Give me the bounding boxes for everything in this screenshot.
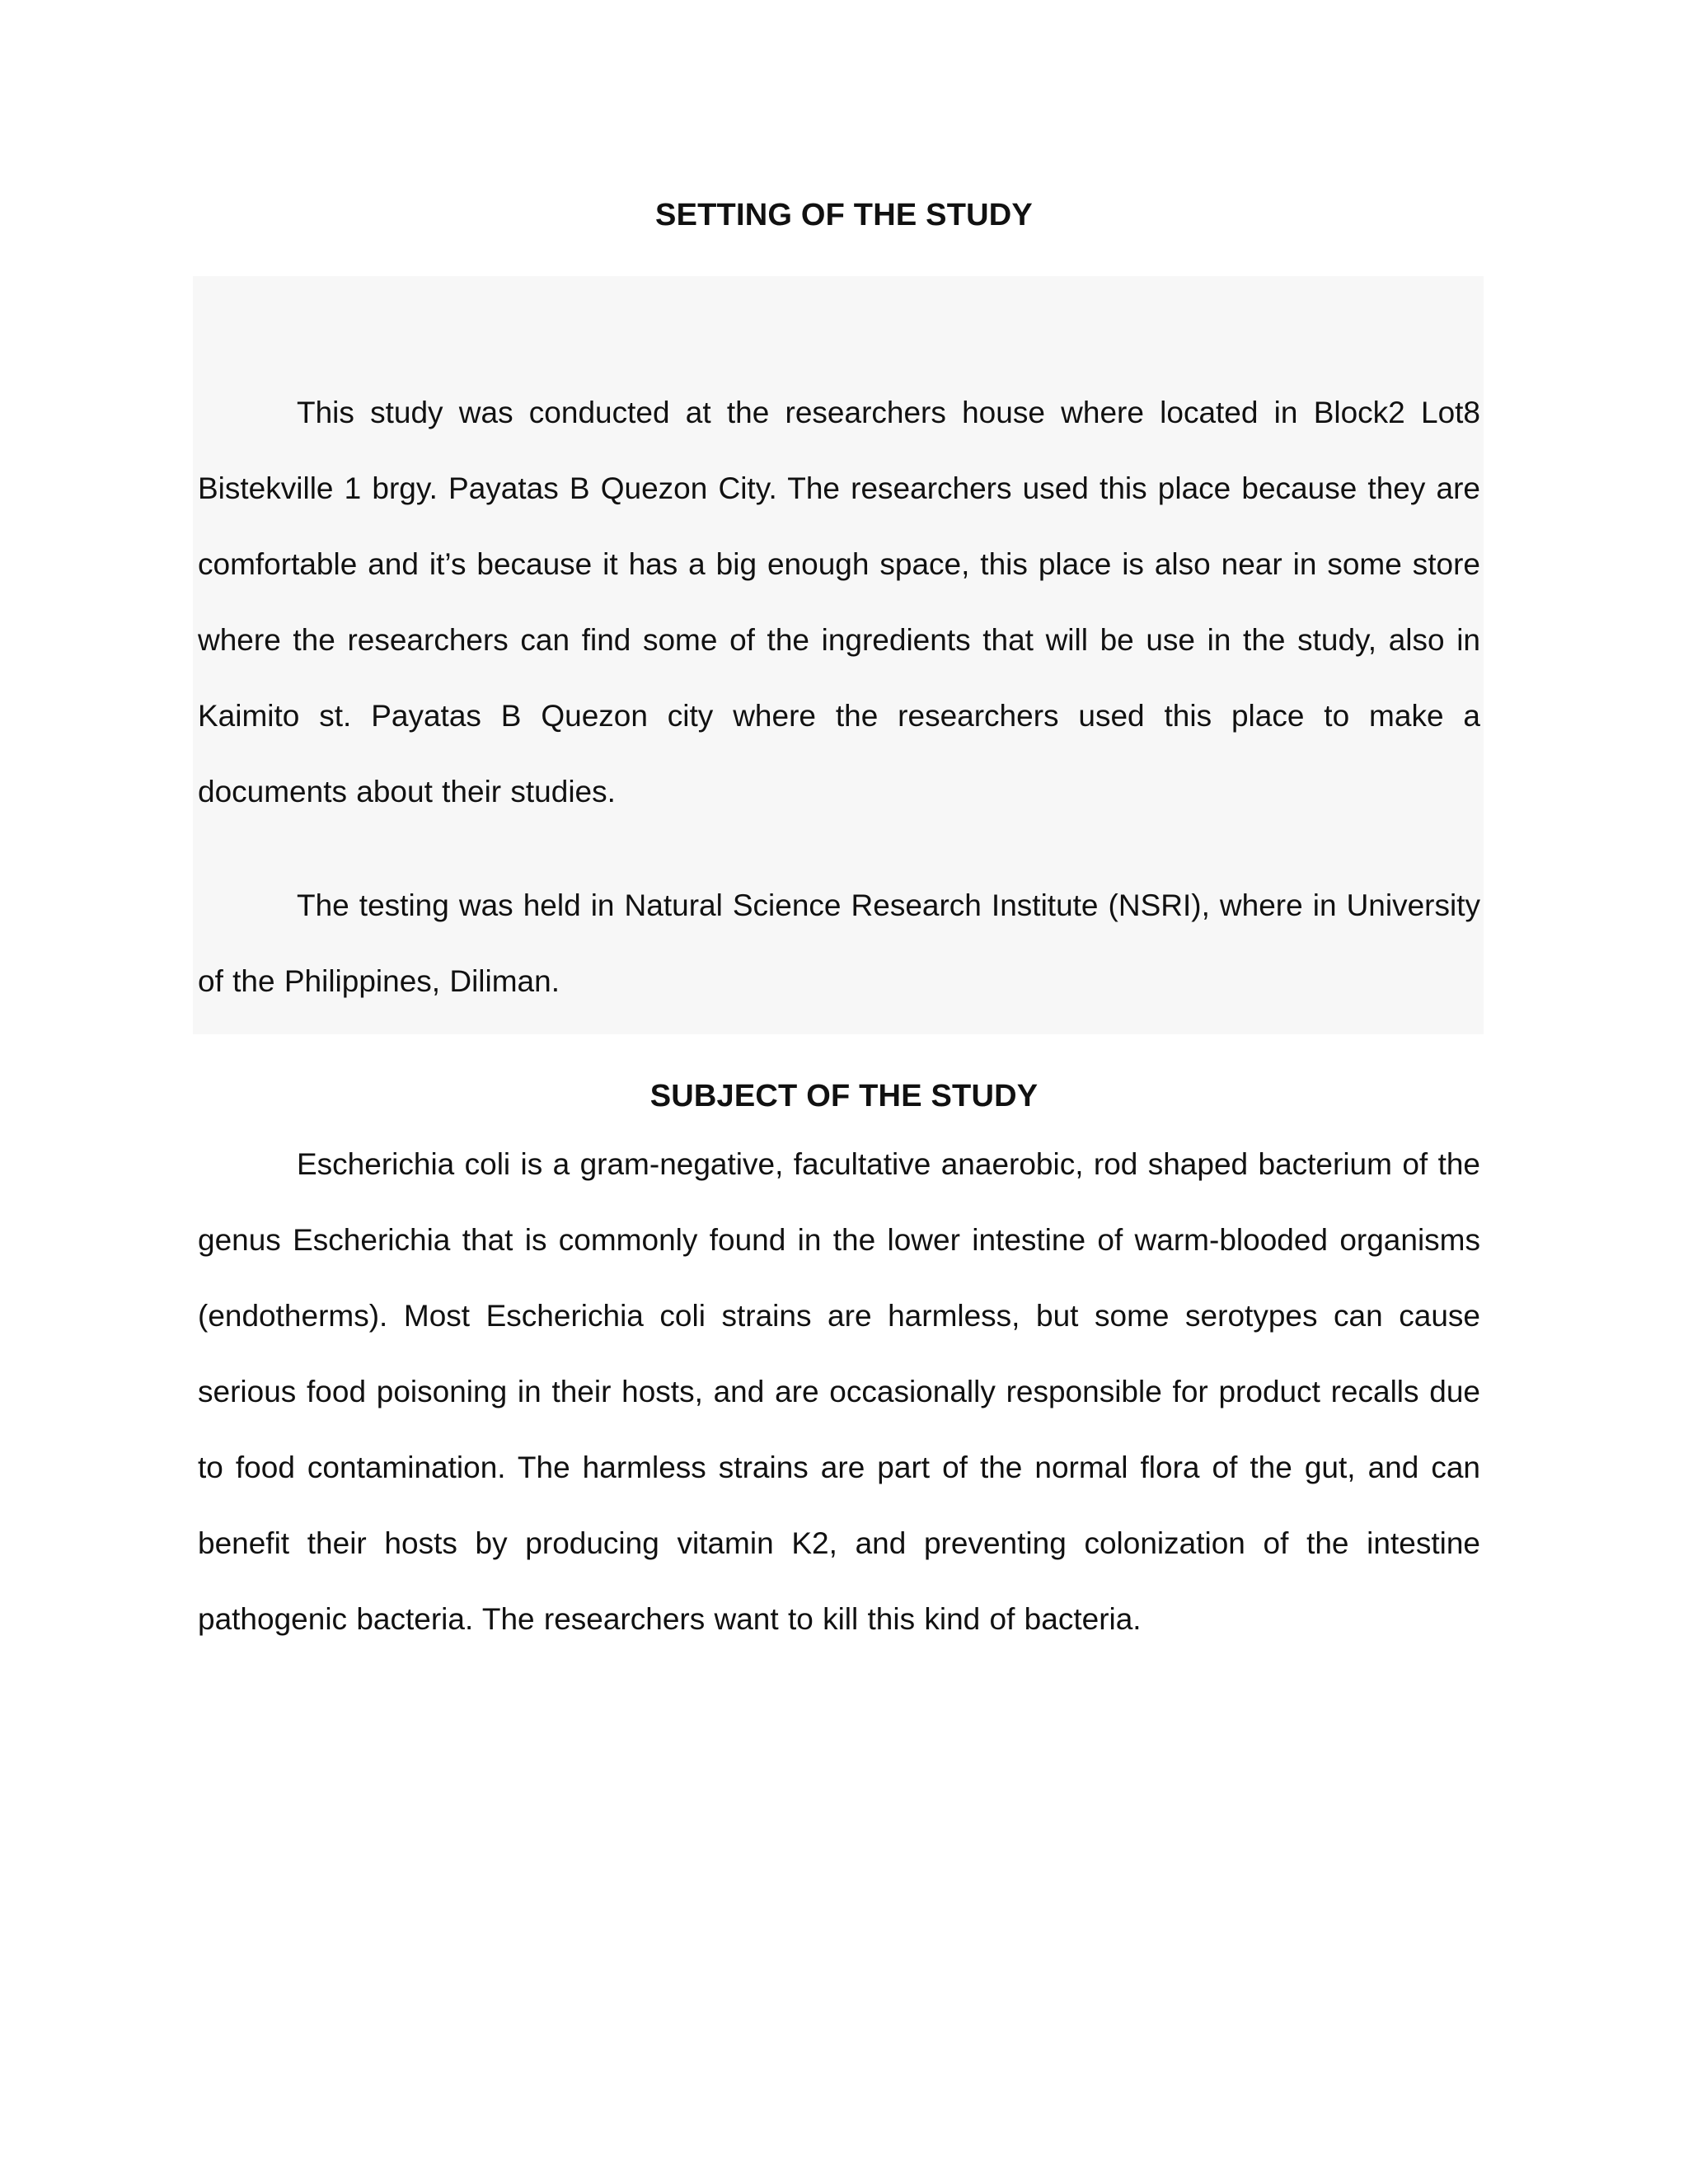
setting-heading: SETTING OF THE STUDY xyxy=(655,198,1033,232)
setting-paragraph-location: This study was conducted at the researchers house where located in Block2 Lot8 Bistekville 1 brgy. Payatas B Quezon City. The researchers used this place because they are comfortable and it’s because it has a big enough space, this place is also near in some store where the researchers can find some of the ingredients that will be use in the study, also in Kaimito st. Payatas B Quezon city where the researchers used this place to make a documents about their studies. xyxy=(198,396,1480,808)
subject-heading: SUBJECT OF THE STUDY xyxy=(649,1079,1039,1113)
subject-paragraph: Escherichia coli is a gram-negative, facultative anaerobic, rod shaped bacterium of the genus Escherichia that is commonly found in the lower intestine of warm-blooded organisms (endotherms). Most Escherichia coli strains are harmless, but some serotypes can cause serious food poisoning in their hosts, and are occasionally responsible for product recalls due to food contamination. The harmless strains are part of the normal flora of the gut, and can benefit their hosts by producing vitamin K2, and preventing colonization of the intestine pathogenic bacteria. The researchers want to kill this kind of bacteria. xyxy=(198,1147,1480,1636)
setting-paragraph-testing: The testing was held in Natural Science Research Institute (NSRI), where in University of the Philippines, Diliman. xyxy=(198,888,1480,998)
